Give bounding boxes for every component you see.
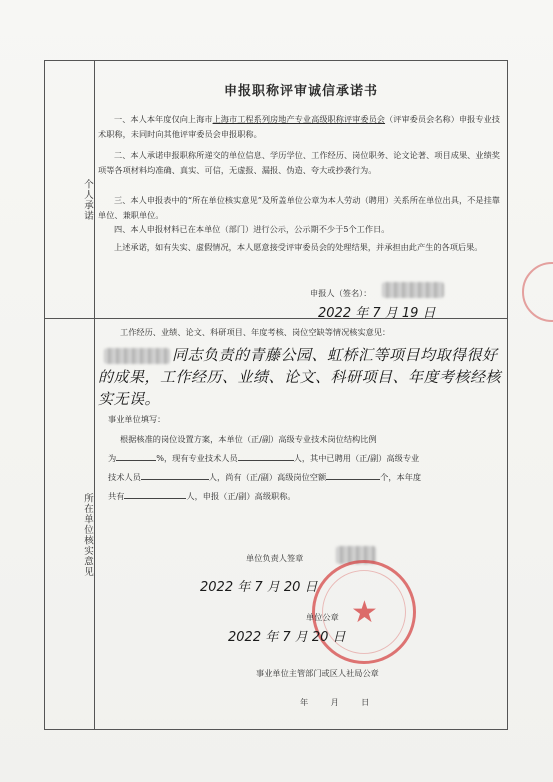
- verification-intro: 工作经历、业绩、论文、科研项目、年度考核、岗位空缺等情况核实意见：: [120, 327, 391, 337]
- unit-seal-label: 单位公章: [306, 612, 339, 622]
- quota-line-4: [98, 489, 500, 504]
- applicants-count-blank[interactable]: [124, 489, 186, 499]
- handwritten-verification-text: 同志负责的青藤公园、虹桥汇等项目均取得很好的成果，工作经历、业绩、论文、科研项目、年度考核经核实无误。: [98, 346, 502, 408]
- authority-seal-date: 年 月 日: [300, 697, 372, 707]
- seal-star-icon: ★: [351, 595, 378, 630]
- applicant-sign-date: 2022 年 7 月 19 日: [318, 306, 436, 321]
- quota-line-2: [98, 451, 500, 466]
- authority-seal-label: 事业单位主管部门或区人社局公章: [256, 668, 379, 678]
- document-title: 申报职称评审诚信承诺书: [223, 84, 378, 99]
- section-label-unit: 所在单位核实意见: [82, 493, 93, 577]
- pledge-item-3: 三、本人申报表中的“所在单位核实意见”及所盖单位公章为本人劳动（聘用）关系所在单位出具，不是挂靠单位、兼职单位。: [98, 195, 500, 220]
- quota-line-3-c: 个，本年度: [380, 472, 422, 482]
- staff-count-blank[interactable]: [238, 451, 294, 461]
- section-divider: [44, 318, 508, 319]
- pledge-item-2: 二、本人承诺申报职称所递交的单位信息、学历学位、工作经历、岗位职务、论文论著、项目成果、业绩奖项等各项材料均准确、真实、可信，无虚报、漏报、伪造、夸大或抄袭行为。: [98, 150, 500, 175]
- employed-count-blank[interactable]: [141, 470, 209, 480]
- applicant-signature-redacted: [382, 282, 444, 298]
- unit-fill-label: 事业单位填写：: [108, 414, 166, 424]
- pledge-item-1: [98, 112, 500, 141]
- seal-date: 2022 年 7 月 20 日: [228, 630, 346, 645]
- unit-leader-label: 单位负责人签章: [246, 553, 304, 563]
- column-divider: [94, 60, 95, 730]
- pledge-item-1-prefix: 一、本人本年度仅向上海市: [114, 114, 213, 124]
- leader-sign-date: 2022 年 7 月 20 日: [200, 580, 318, 595]
- quota-line-2-c: 人，其中已聘用（正/副）高级专业: [293, 453, 420, 463]
- quota-line-3: [98, 470, 500, 485]
- quota-line-3-a: 技术人员: [108, 472, 141, 482]
- vacancy-count-blank[interactable]: [326, 470, 380, 480]
- quota-line-2-b: %，现有专业技术人员: [156, 453, 238, 463]
- quota-line-3-b: 人，尚有（正/副）高级岗位空额: [208, 472, 327, 482]
- ratio-blank[interactable]: [116, 451, 156, 461]
- handwritten-verification: [98, 344, 502, 410]
- quota-line-4-a: 共有: [108, 491, 125, 501]
- applicant-signature-label: 申报人（签名）：: [310, 288, 372, 298]
- quota-line-1: 根据核准的岗位设置方案，本单位（正/副）高级专业技术岗位结构比例: [120, 434, 377, 444]
- edge-seal-fragment: [522, 262, 553, 322]
- committee-name: 上海市工程系列房地产专业高级职称评审委员会: [212, 114, 386, 124]
- pledge-item-1-suffix: （评审委员会名称）申报专业技术职称，未同时向其他评审委员会申报职称。: [98, 114, 500, 139]
- section-label-personal: 个人承诺: [82, 179, 93, 221]
- pledge-item-4: 四、本人申报材料已在本单位（部门）进行公示，公示期不少于5个工作日。: [114, 224, 390, 234]
- pledge-closing: 上述承诺，如有失实、虚假情况，本人愿意接受评审委员会的处理结果，并承担由此产生的各项后果。: [114, 242, 483, 252]
- quota-line-2-a: 为: [108, 453, 117, 463]
- quota-line-4-b: 人，申报（正/副）高级职称。: [186, 491, 296, 501]
